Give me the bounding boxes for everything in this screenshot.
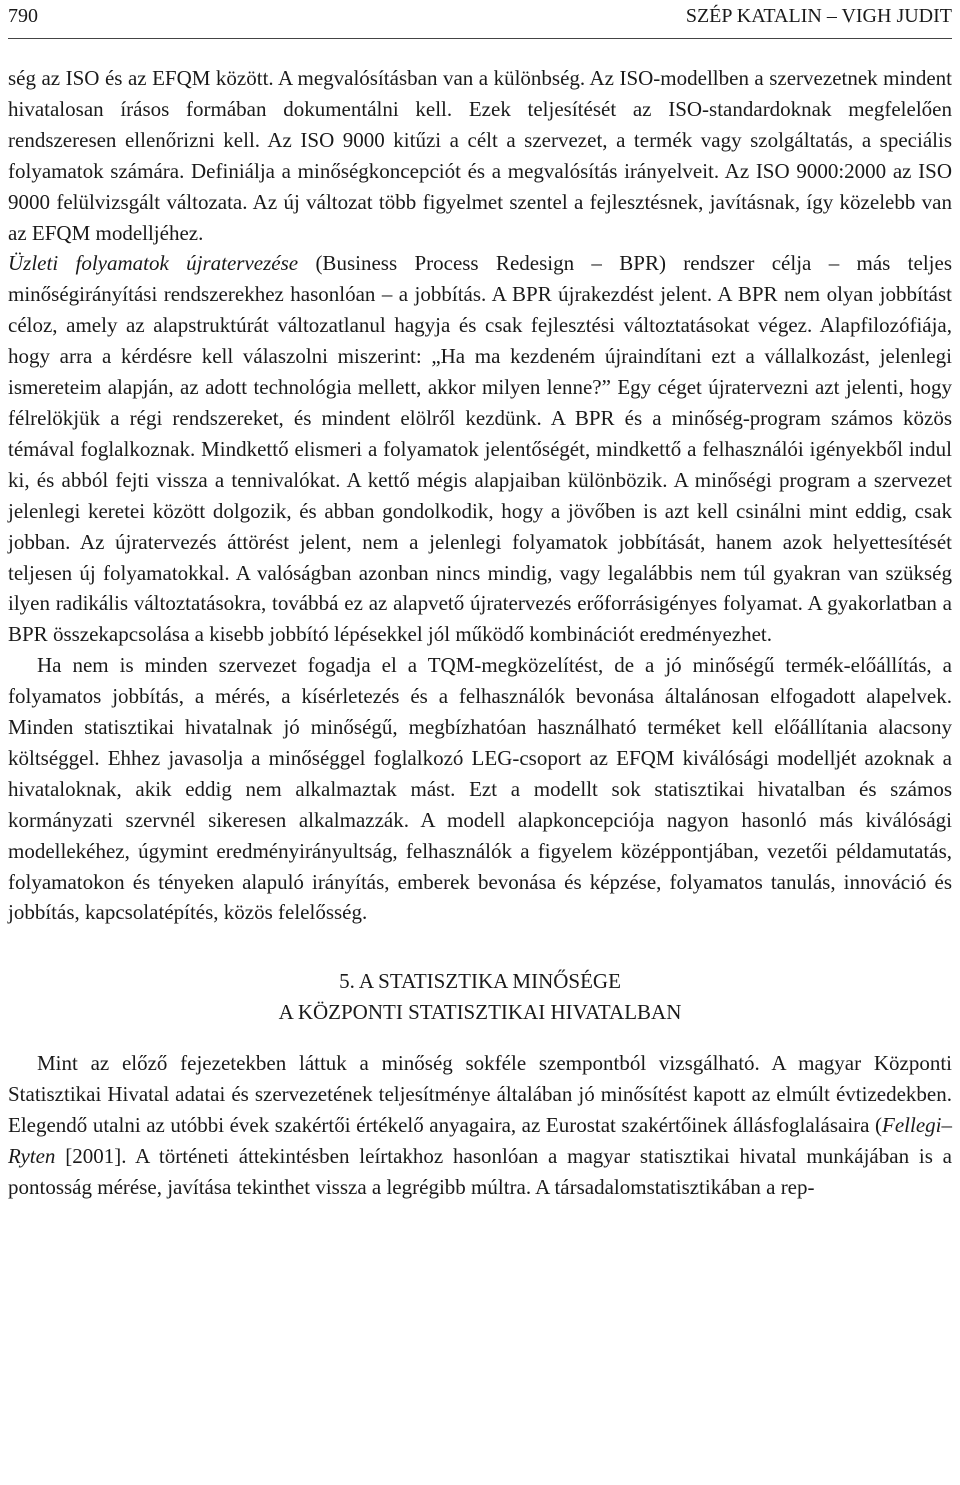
page-number: 790 <box>8 5 38 27</box>
running-head: SZÉP KATALIN – VIGH JUDIT <box>685 5 952 27</box>
section-heading <box>8 966 952 1028</box>
italic-term: Üzleti folyamatok újratervezése <box>8 251 299 276</box>
text-segment: (Business Process Redesign – BPR) rendszer célja – más teljes minőségirányítási rendszerekhez hasonlóan – a jobbítás. A BPR újrakezdést jelent. A BPR nem olyan jobbítást céloz, amely az alapstruktúrát változatlanul hagyja és csak fejlesztési változtatásokat végez. Alapfilozófiája, hogy arra a kérdésre kell válaszolni miszerint: „Ha ma kezdeném újraindítani ezt a vállalkozást, jelenlegi ismereteim alapján, az adott technológia mellett, akkor milyen lenne?” Egy céget újratervezni azt jelenti, hogy félrelökjük a régi rendszereket, és mindent elölről kezdünk. A BPR és a minőség-program számos közös témával foglalkoznak. Mindkettő elismeri a folyamatok jelentőségét, mindkettő a felhasználói igényekből indul ki, és abból fejti vissza a tennivalókat. A kettő mégis alapjaiban különbözik. A minőségi program a szervezet jelenlegi keretei között dolgozik, és abban gondolkodik, hogy a jövőben is azt kell csinálni mint eddig, csak jobban. Az újratervezés áttörést jelent, nem a jelenlegi folyamatok jobbítását, hanem azok helyettesítését teljesen új folyamatokkal. A valóságban azonban nincs mindig, vagy legalábbis nem túl gyakran van szükség ilyen radikális változtatásokra, továbbá ez az alapvető újratervezés erőforrásigényes folyamat. A gyakorlatban a BPR összekapcsolása a kisebb jobbító lépésekkel jól működő kombinációt eredményezhet. <box>8 251 952 647</box>
paragraph-2 <box>8 248 952 650</box>
section-heading-line-2: A KÖZPONTI STATISZTIKAI HIVATALBAN <box>278 1000 682 1025</box>
text-segment: ség az ISO és az EFQM között. A megvalósításban van a különbség. Az ISO-modellben a szervezetnek mindent hivatalosan írásos formában dokumentálni kell. Ezek teljesítését az ISO-standardoknak megfelelően rendszeresen ellenőrizni kell. Az ISO 9000 kitűzi a célt a szervezet, a termék vagy szolgáltatás, a speciális folyamatok számára. Definiálja a minőségkoncepciót és a megvalósítás irányelveit. Az ISO 9000:2000 az ISO 9000 felülvizsgált változata. Az új változat több figyelmet szentel a fejlesztésnek, javításnak, így közelebb van az EFQM modelljéhez. <box>8 66 952 245</box>
text-segment: Ha nem is minden szervezet fogadja el a TQM-megközelítést, de a jó minőségű termék-előállítás, a folyamatos jobbítás, a mérés, a kísérletezés és a felhasználók bevonása általánosan elfogadott alapelvek. Minden statisztikai hivatalnak jó minőségű, megbízhatóan használható terméket kell előállítania alacsony költséggel. Ehhez javasolja a minőséggel foglalkozó LEG-csoport az EFQM kiválósági modelljét azoknak a hivataloknak, akik eddig nem alkalmaztak mást. Ezt a modellt sok statisztikai hivatalban és számos kormányzati szervnél sikeresen alkalmazzák. A modell alapkoncepciója nagyon hasonló más kiválósági modellekéhez, úgymint eredményirányultság, felhasználók a figyelem középpontjában, vezetői példamutatás, folyamatokon és tényeken alapuló irányítás, emberek bevonása és képzése, folyamatos tanulás, innováció és jobbítás, kapcsolatépítés, közös felelősség. <box>8 653 952 925</box>
paragraph-1 <box>8 63 952 248</box>
section-heading-line-1: 5. A STATISZTIKA MINŐSÉGE <box>339 969 621 994</box>
paragraph-3 <box>8 650 952 928</box>
body-text <box>8 63 952 1203</box>
text-segment: [2001]. A történeti áttekintésben leírtakhoz hasonlóan a magyar statisztikai hivatal munkájában is a pontosság mérése, javítása tekinthet vissza a legrégibb múltra. A társadalomstatisztikában a rep- <box>8 1143 952 1199</box>
document-page <box>8 0 952 1203</box>
paragraph-4 <box>8 1048 952 1203</box>
page-header <box>8 0 952 39</box>
text-segment: Mint az előző fejezetekben láttuk a minőség sokféle szempontból vizsgálható. A magyar Központi Statisztikai Hivatal adatai és szervezetének teljesítménye általában jó minősítést kapott az elmúlt évtizedekben. Elegendő utalni az utóbbi évek szakértői értékelő anyagaira, az Eurostat szakértőinek állásfoglalásaira ( <box>8 1051 952 1137</box>
citation-authors: Fellegi–Ryten <box>8 1113 952 1168</box>
